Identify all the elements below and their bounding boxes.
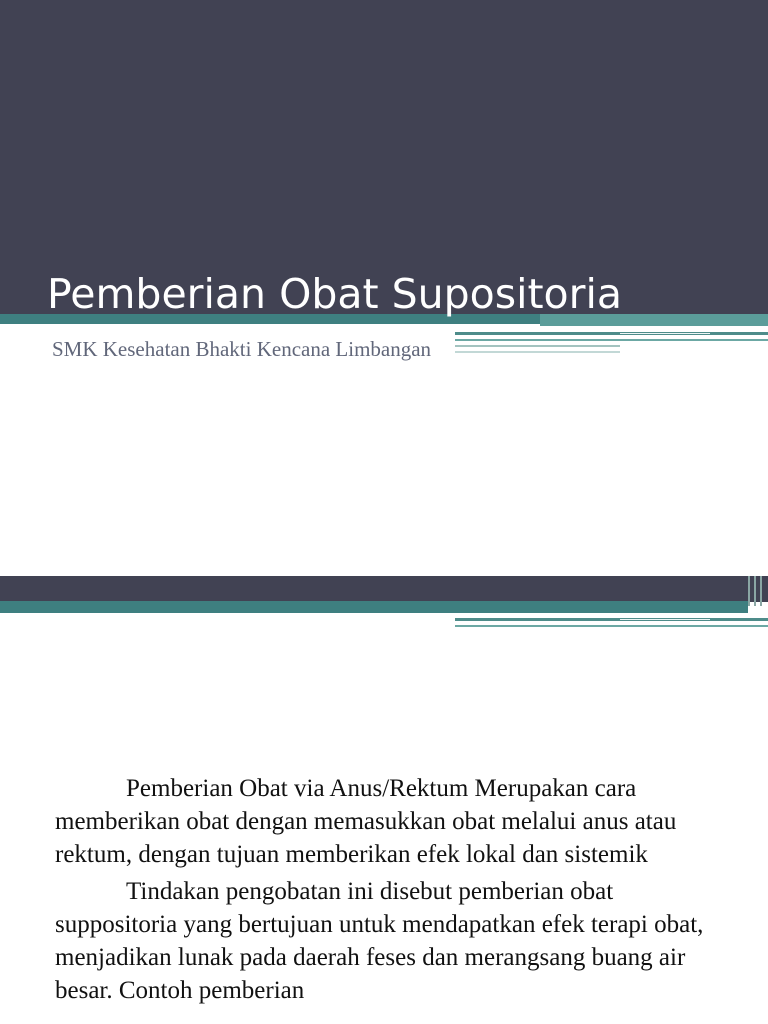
accent-stripe [455,332,768,335]
content-slide [0,576,768,1024]
accent-stripe [760,576,762,606]
accent-stripe [455,625,768,627]
accent-stripe [620,333,710,334]
accent-stripe [455,618,768,621]
accent-stripe [748,576,750,606]
accent-stripe [455,339,768,341]
slide-body [55,772,735,1011]
accent-stripe [455,345,620,347]
slide-title: Pemberian Obat Supositoria [47,270,623,318]
header-band [0,576,768,602]
accent-stripe [754,576,756,606]
body-paragraph: Pemberian Obat via Anus/Rektum Merupakan cara memberikan obat dengan memasukkan obat melalui anus atau rektum, dengan tujuan memberikan efek lokal dan sistemik [55,775,677,868]
accent-band [0,601,748,613]
accent-stripe [620,619,710,620]
body-paragraph: Tindakan pengobatan ini disebut pemberian obat suppositoria yang bertujuan untuk mendapatkan efek terapi obat, menjadikan lunak pada daerah feses dan merangsang buang air besar. Contoh pemberian [55,878,704,1004]
accent-stripe [455,351,620,353]
slide-subtitle: SMK Kesehatan Bhakti Kencana Limbangan [52,337,432,361]
